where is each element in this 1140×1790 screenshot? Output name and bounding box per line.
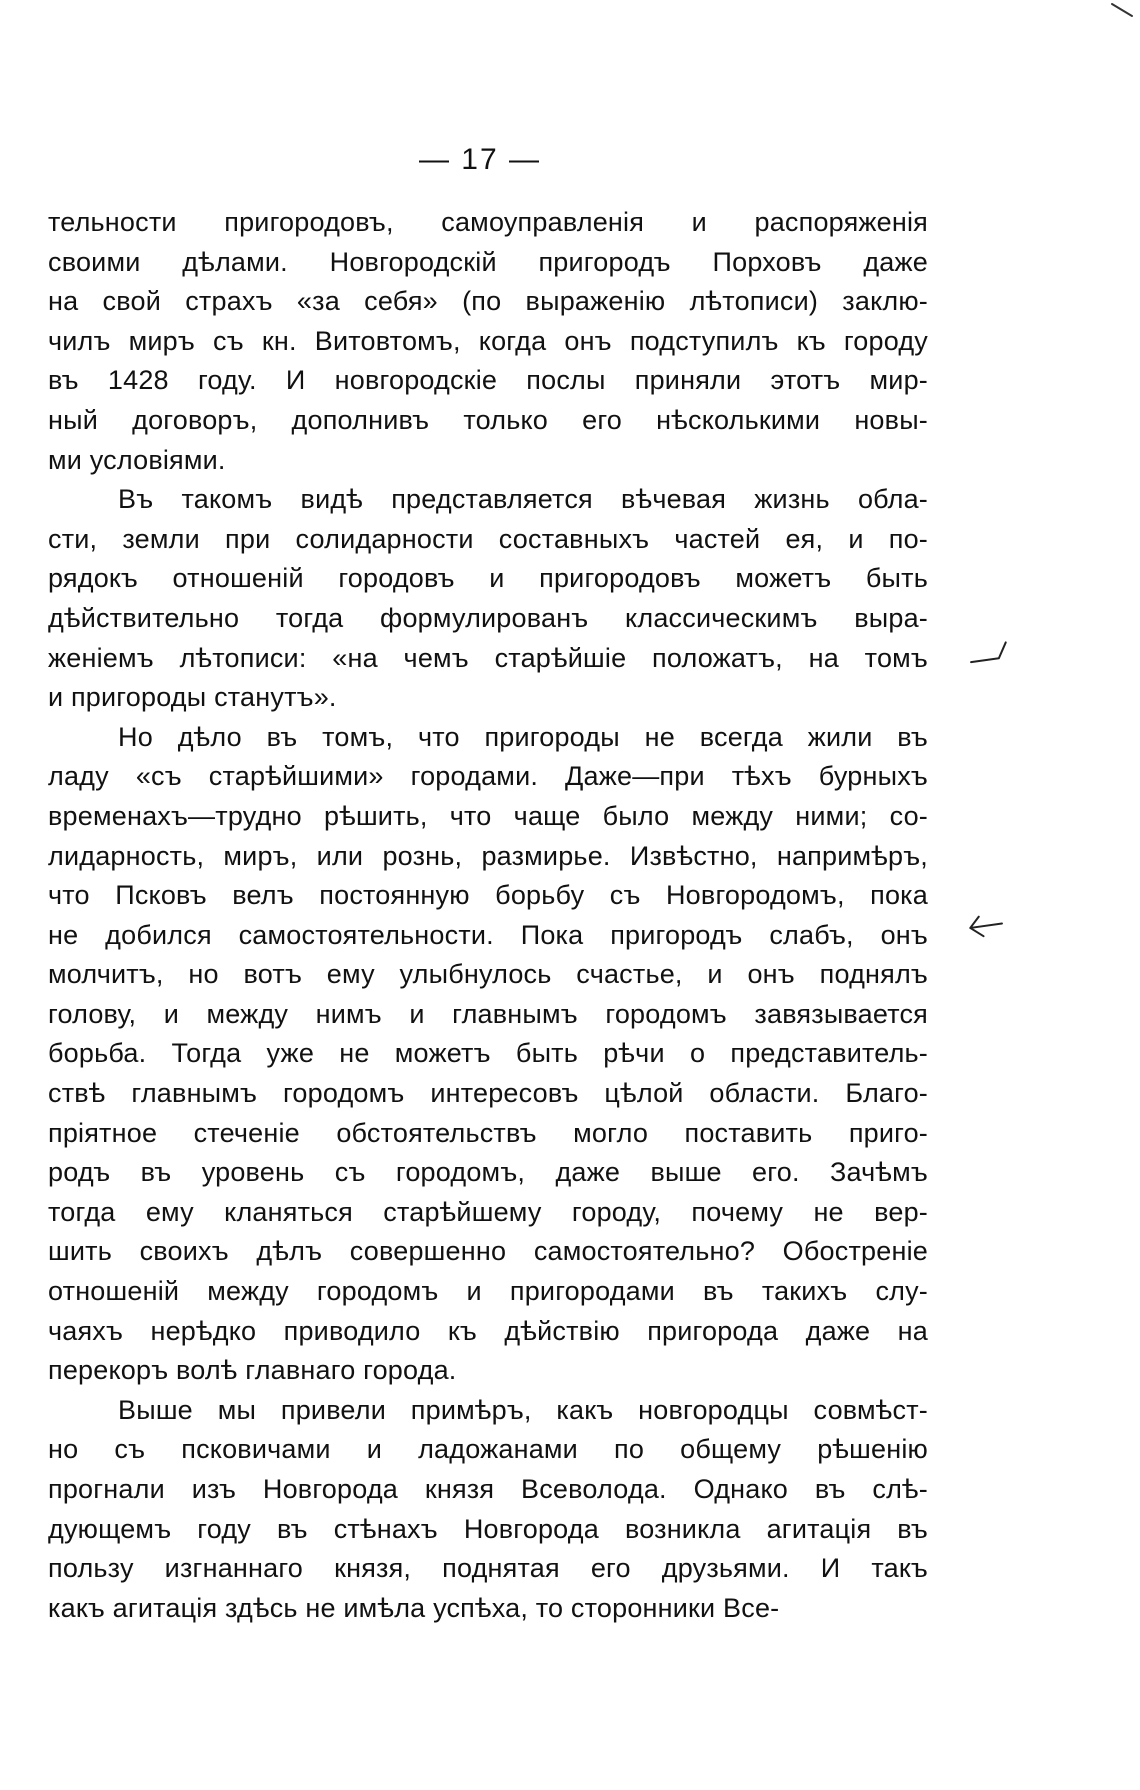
text-line: чаяхъ нерѣдко приводило къ дѣйствію пригорода даже на bbox=[48, 1315, 928, 1346]
text-line: перекоръ волѣ главнаго города. bbox=[48, 1355, 457, 1386]
text-line: дующемъ году въ стѣнахъ Новгорода возникла агитація въ bbox=[48, 1513, 928, 1544]
text-line: на свой страхъ «за себя» (по выраженію лѣтописи) заклю- bbox=[48, 286, 928, 317]
text-line: въ 1428 году. И новгородскіе послы приняли этотъ мир- bbox=[48, 365, 928, 396]
text-line: тельности пригородовъ, самоуправленія и распоряженія bbox=[48, 207, 928, 237]
text-line: лидарность, миръ, или рознь, размирье. Извѣстно, напримѣръ, bbox=[48, 840, 928, 871]
text-line: тогда ему кланяться старѣйшему городу, почему не вер- bbox=[48, 1196, 928, 1227]
text-line: пріятное стеченіе обстоятельствъ могло поставить приго- bbox=[48, 1117, 928, 1148]
text-line: ный договоръ, дополнивъ только его нѣсколькими новы- bbox=[48, 404, 928, 435]
text-line: прогнали изъ Новгорода князя Всеволода. Однако въ слѣ- bbox=[48, 1474, 928, 1504]
text-line: шить своихъ дѣлъ совершенно самостоятельно? Обостреніе bbox=[48, 1236, 928, 1267]
text-line: временахъ—трудно рѣшить, что чаще было между ними; со- bbox=[48, 800, 928, 831]
text-line: своими дѣлами. Новгородскій пригородъ Порховъ даже bbox=[48, 246, 928, 277]
text-line: ладу «съ старѣйшими» городами. Даже—при тѣхъ бурныхъ bbox=[48, 761, 928, 792]
pencil-arrow-mark-icon bbox=[960, 905, 1008, 945]
paragraph-start-line: Выше мы привели примѣръ, какъ новгородцы совмѣст- bbox=[118, 1394, 928, 1425]
text-line: ми условіями. bbox=[48, 444, 226, 475]
text-line: сти, земли при солидарности составныхъ частей ея, и по- bbox=[48, 523, 928, 554]
pencil-dash-mark-icon bbox=[965, 636, 1014, 674]
text-line: родъ въ уровень съ городомъ, даже выше его. Зачѣмъ bbox=[48, 1157, 928, 1188]
text-line: чилъ миръ съ кн. Витовтомъ, когда онъ подступилъ къ городу bbox=[48, 325, 928, 356]
text-line: что Псковъ велъ постоянную борьбу съ Новгородомъ, пока bbox=[48, 880, 928, 911]
text-line: борьба. Тогда уже не можетъ быть рѣчи о представитель- bbox=[48, 1038, 928, 1069]
text-line: какъ агитація здѣсь не имѣла успѣха, то сторонники Все- bbox=[48, 1592, 780, 1623]
text-line: пользу изгнаннаго князя, поднятая его друзьями. И такъ bbox=[48, 1553, 928, 1584]
page-number: — 17 — bbox=[418, 143, 542, 176]
text-line: но съ псковичами и ладожанами по общему рѣшенію bbox=[48, 1434, 928, 1465]
text-line: дѣйствительно тогда формулированъ классическимъ выра- bbox=[48, 602, 928, 633]
text-line: ствѣ главнымъ городомъ интересовъ цѣлой области. Благо- bbox=[48, 1078, 928, 1109]
corner-tick-icon bbox=[1110, 2, 1134, 18]
body-text bbox=[48, 203, 928, 1628]
paragraph-start-line: Но дѣло въ томъ, что пригороды не всегда жили въ bbox=[118, 721, 928, 752]
text-line: рядокъ отношеній городовъ и пригородовъ можетъ быть bbox=[48, 563, 928, 594]
text-line: и пригороды станутъ». bbox=[48, 682, 337, 713]
text-line: отношеній между городомъ и пригородами въ такихъ слу- bbox=[48, 1276, 928, 1307]
paragraph-start-line: Въ такомъ видѣ представляется вѣчевая жизнь обла- bbox=[118, 484, 928, 515]
text-line: женіемъ лѣтописи: «на чемъ старѣйшіе положатъ, на томъ bbox=[48, 642, 928, 673]
text-line: голову, и между нимъ и главнымъ городомъ завязывается bbox=[48, 998, 928, 1029]
text-line: молчитъ, но вотъ ему улыбнулось счастье, и онъ поднялъ bbox=[48, 959, 928, 990]
text-line: не добился самостоятельности. Пока пригородъ слабъ, онъ bbox=[48, 919, 928, 950]
